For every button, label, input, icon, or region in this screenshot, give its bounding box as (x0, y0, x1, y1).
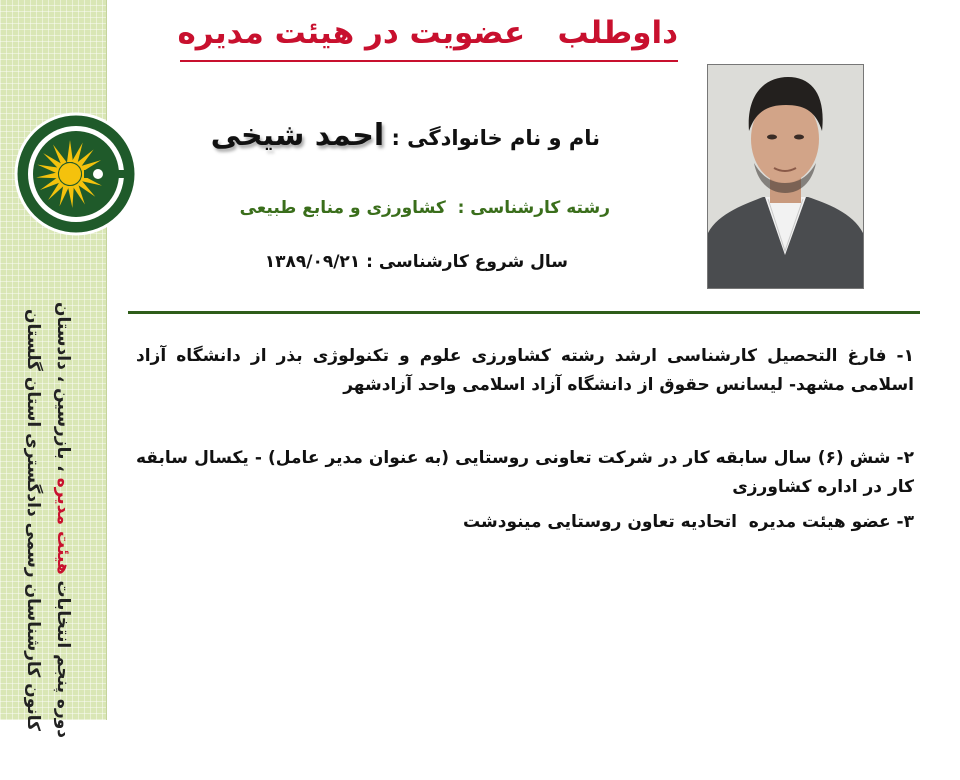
candidate-name-line (180, 118, 600, 168)
candidate-photo (707, 64, 864, 289)
sidebar-organization-line: کانون کارشناسان رسمی دادگستری استان گلستان (23, 308, 43, 732)
detail-item-experience: ۲- شش (۶) سال سابقه کار در شرکت تعاونی روستایی (به عنوان مدیر عامل) - یکسال سابقه کار در اداره کشاورزی (136, 448, 914, 497)
sidebar-panel (0, 0, 107, 739)
section-divider (128, 311, 920, 314)
start-year: سال شروع کارشناسی : ۱۳۸۹/۰۹/۲۱ (264, 252, 568, 272)
candidate-name: احمد شیخی (210, 118, 385, 153)
detail-item-membership: ۳- عضو هیئت مدیره اتحادیه تعاون روستایی مینودشت (463, 512, 914, 532)
title-underline (180, 60, 678, 62)
detail-item-education: ۱- فارغ التحصیل کارشناسی ارشد رشته کشاورزی علوم و تکنولوژی بذر از دانشگاه آزاد اسلامی مشهد- لیسانس حقوق از دانشگاه آزاد اسلامی واحد آزادشهر (136, 346, 914, 395)
sidebar-highlight-board: هیئت مدیره (53, 477, 73, 575)
sidebar-vertical-text (0, 260, 78, 780)
page-title: داوطلب عضویت در هیئت مدیره (177, 15, 678, 51)
candidate-portrait-icon (708, 65, 863, 288)
sidebar-election-line: دوره پنجم انتخابات هیئت مدیره ، بازرسین ، دادستان (53, 301, 73, 739)
expertise-field: رشته کارشناسی : کشاورزی و منابع طبیعی (239, 198, 610, 218)
name-label: نام و نام خانوادگی : (384, 126, 600, 150)
emblem-logo-icon (14, 112, 138, 236)
